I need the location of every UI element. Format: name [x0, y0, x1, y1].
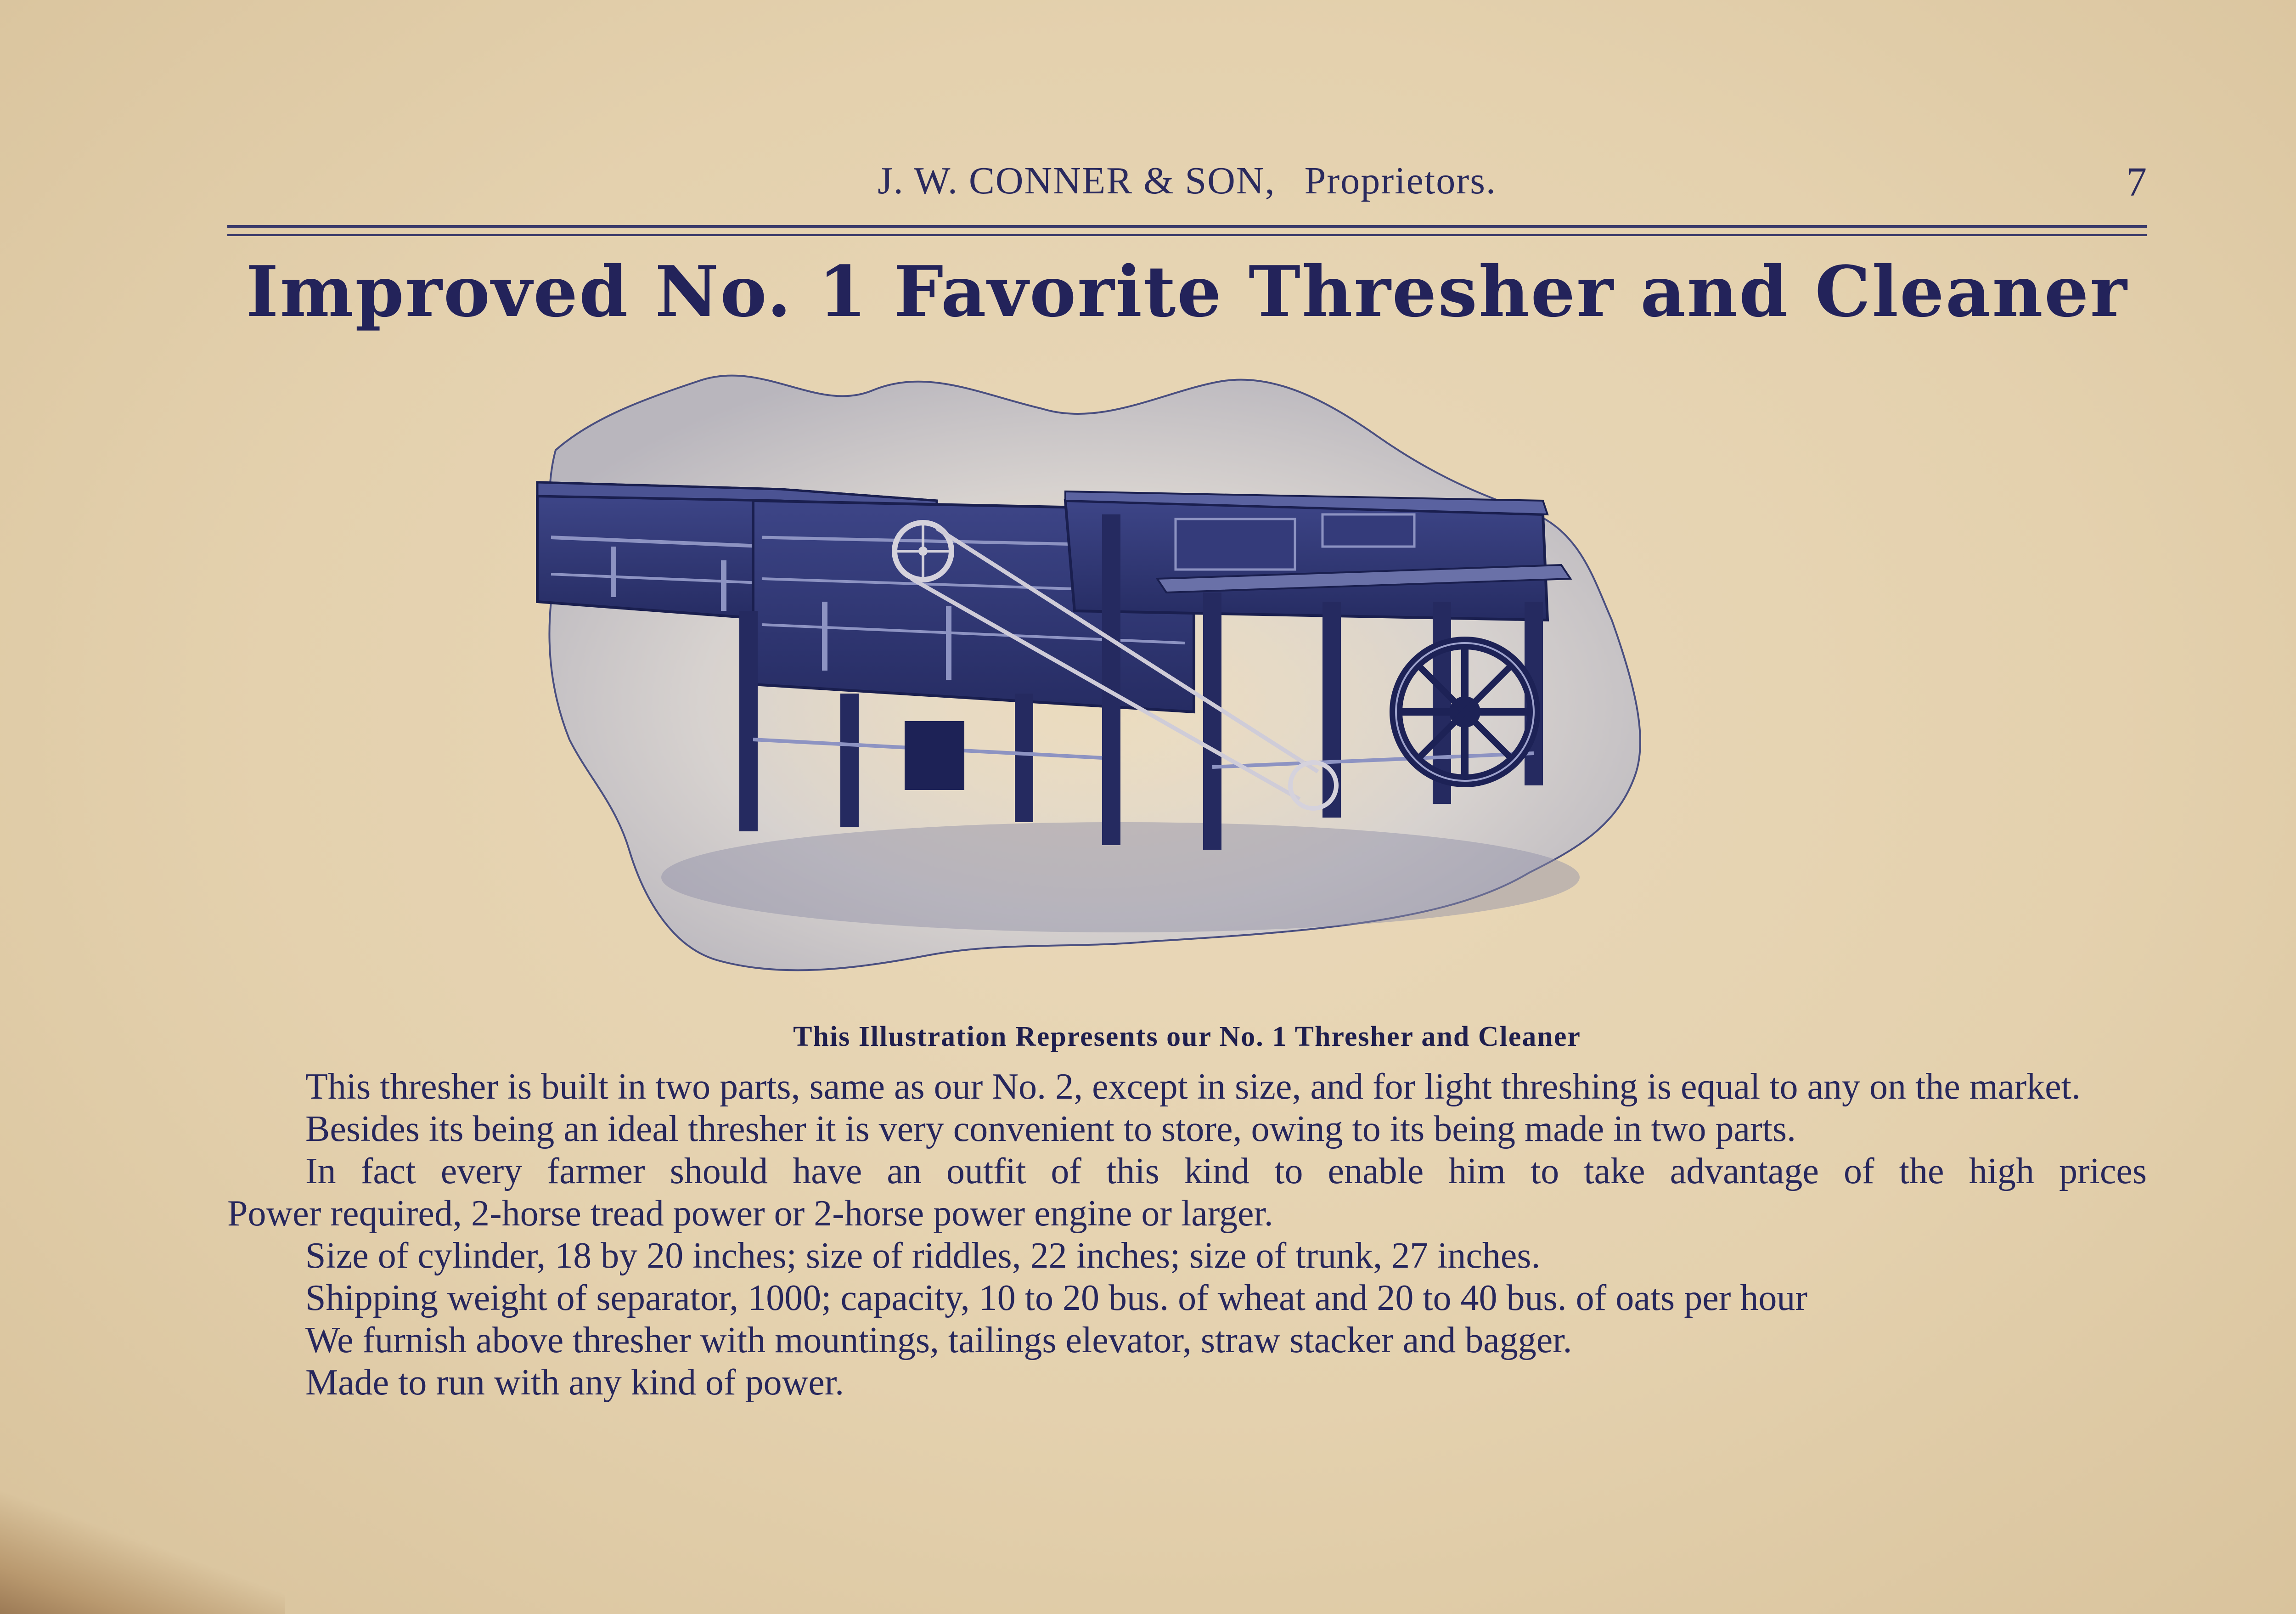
- paragraph: Besides its being an ideal thresher it is very convenient to store, owing to its being made in two parts.: [305, 1109, 1796, 1149]
- worn-page-corner: [0, 1458, 285, 1614]
- flywheel: [1396, 643, 1534, 781]
- page-number: 7: [2126, 159, 2147, 205]
- paragraph: Shipping weight of separator, 1000; capacity, 10 to 20 bus. of wheat and 20 to 40 bus. of oats per hour: [305, 1278, 1807, 1318]
- thresher-illustration-svg: [523, 363, 1818, 1015]
- paragraph: In fact every farmer should have an outfit of this kind to enable him to take advantage of the high prices: [305, 1151, 2147, 1191]
- page-title: Improved No. 1 Favorite Thresher and Cleaner: [246, 250, 2128, 333]
- header-rule-thin: [227, 234, 2147, 236]
- illustration-caption: This Illustration Represents our No. 1 Thresher and Cleaner: [793, 1021, 1581, 1052]
- firm-role: Proprietors.: [1304, 159, 1497, 202]
- header-rule-thick: [227, 225, 2147, 228]
- description-body: [227, 1066, 2147, 1404]
- running-head: [227, 158, 2147, 203]
- paragraph: We furnish above thresher with mountings, tailings elevator, straw stacker and bagger.: [305, 1320, 1572, 1360]
- firm-name: J. W. CONNER & SON,: [878, 159, 1276, 202]
- thresher-illustration: [523, 363, 1818, 1015]
- paragraph: Size of cylinder, 18 by 20 inches; size of riddles, 22 inches; size of trunk, 27 inches.: [305, 1236, 1541, 1276]
- paragraph: This thresher is built in two parts, same as our No. 2, except in size, and for light threshing is equal to any on the market.: [305, 1067, 2081, 1107]
- paragraph: Power required, 2-horse tread power or 2-horse power engine or larger.: [227, 1193, 1273, 1234]
- paragraph: Made to run with any kind of power.: [305, 1362, 844, 1403]
- page-header: [227, 149, 2147, 204]
